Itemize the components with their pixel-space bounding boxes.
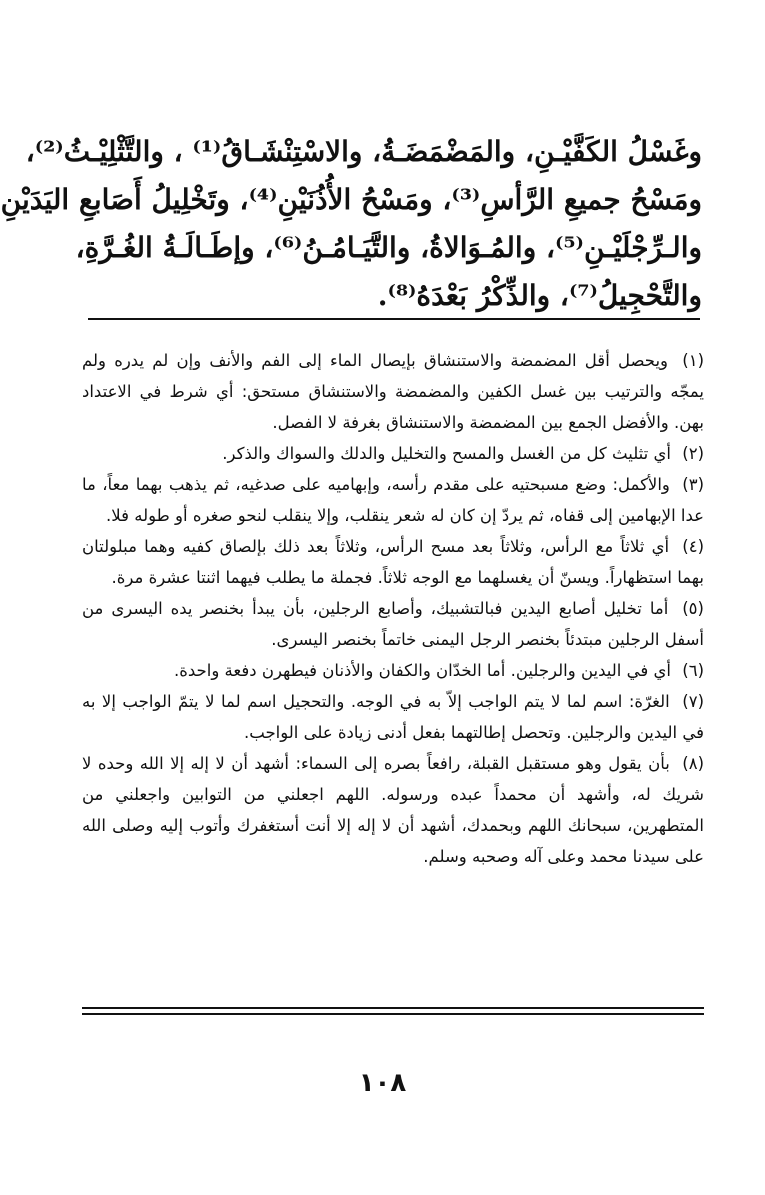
footnote-number: (٨) [682, 754, 704, 773]
footnote-6 [82, 655, 704, 686]
footnote-number: (٦) [682, 661, 704, 680]
main-text-line: ومَسْحُ جميعِ الرَّأسِ⁽³⁾، ومَسْحُ الأُذُنَيْنِ⁽⁴⁾، وتَخْلِيلُ أَصَابعِ اليَدَيْنِ [0, 183, 702, 216]
footnote-3 [82, 469, 704, 531]
page-number: ١٠٨ [358, 1068, 407, 1098]
footnotes [82, 345, 704, 872]
main-text [0, 128, 702, 320]
footnote-number: (٧) [682, 692, 704, 711]
footnote-text: أي في اليدين والرجلين. أما الخدّان والكفان والأذنان فيطهرن دفعة واحدة. [174, 661, 671, 680]
bottom-rule [82, 1013, 704, 1015]
footnote-text: أي تثليث كل من الغسل والمسح والتخليل والدلك والسواك والذكر. [222, 444, 671, 463]
main-text-line: وغَسْلُ الكَفَّيْـنِ، والمَضْمَضَـةُ، والاسْتِنْشَـاقُ⁽¹⁾ ، والتَّثْلِيْـثُ⁽²⁾، [25, 135, 702, 168]
bottom-rule [82, 1007, 704, 1009]
footnote-number: (٤) [682, 537, 704, 556]
footnote-separator [88, 318, 700, 320]
footnote-2 [82, 438, 704, 469]
footnote-5 [82, 593, 704, 655]
footnote-text: والأكمل: وضع مسبحتيه على مقدم رأسه، وإبهاميه على صدغيه، ثم يذهب بهما معاً، ما عدا الإبهامين إلى قفاه، ثم يردّ إن كان له شعر ينقلب، وإلا ينقلب لنحو صغره أو طوله فلا. [82, 475, 704, 525]
footnote-text: أما تخليل أصابع اليدين فبالتشبيك، وأصابع الرجلين، بأن يبدأ بخنصر يده اليسرى من أسفل الرجلين مبتدئاً بخنصر الرجل اليمنى خاتماً بخنصر اليسرى. [82, 599, 704, 649]
footnote-1 [82, 345, 704, 438]
main-text-line: والـرِّجْلَيْـنِ⁽⁵⁾، والمُـوَالاةُ، والتَّيَـامُـنُ⁽⁶⁾، وإطَـالَـةُ الغُـرَّةِ، [75, 231, 702, 264]
footnote-text: بأن يقول وهو مستقبل القبلة، رافعاً بصره إلى السماء: أشهد أن لا إله إلا الله وحده لا شريك له، وأشهد أن محمداً عبده ورسوله. اللهم اجعلني من التوابين واجعلني من المتطهرين، سبحانك اللهم وبحمدك، أشهد أن لا إله إلا أنت أستغفرك وأتوب إليه وصلى الله على سيدنا محمد وعلى آله وصحبه وسلم. [82, 754, 704, 866]
footnote-8 [82, 748, 704, 872]
footnote-text: أي ثلاثاً مع الرأس، وثلاثاً بعد مسح الرأس، وثلاثاً بعد ذلك بإلصاق كفيه وهما مبلولتان بهما استظهاراً. ويسنّ أن يغسلهما مع الوجه ثلاثاً. فجملة ما يطلب فيهما اثنتا عشرة مرة. [82, 537, 704, 587]
footnote-7 [82, 686, 704, 748]
footnote-number: (٥) [682, 599, 704, 618]
footnote-text: الغرّة: اسم لما لا يتم الواجب إلاّ به في الوجه. والتحجيل اسم لما لا يتمّ الواجب إلا به في اليدين والرجلين. وتحصل إطالتهما بفعل أدنى زيادة على الواجب. [82, 692, 704, 742]
footnote-number: (٣) [682, 475, 704, 494]
main-text-line: والتَّحْجِيلُ⁽⁷⁾، والذِّكْرُ بَعْدَهُ⁽⁸⁾. [377, 279, 702, 312]
footnote-text: ويحصل أقل المضمضة والاستنشاق بإيصال الماء إلى الفم والأنف وإن لم يدره ولم يمجّه والترتيب بين غسل الكفين والمضمضة والاستنشاق مستحق: أي شرط في الاعتداد بهن. والأفضل الجمع بين المضمضة والاستنشاق بغرفة لا الفصل. [82, 351, 704, 432]
footnote-4 [82, 531, 704, 593]
footnote-number: (١) [682, 351, 704, 370]
footnote-number: (٢) [682, 444, 704, 463]
